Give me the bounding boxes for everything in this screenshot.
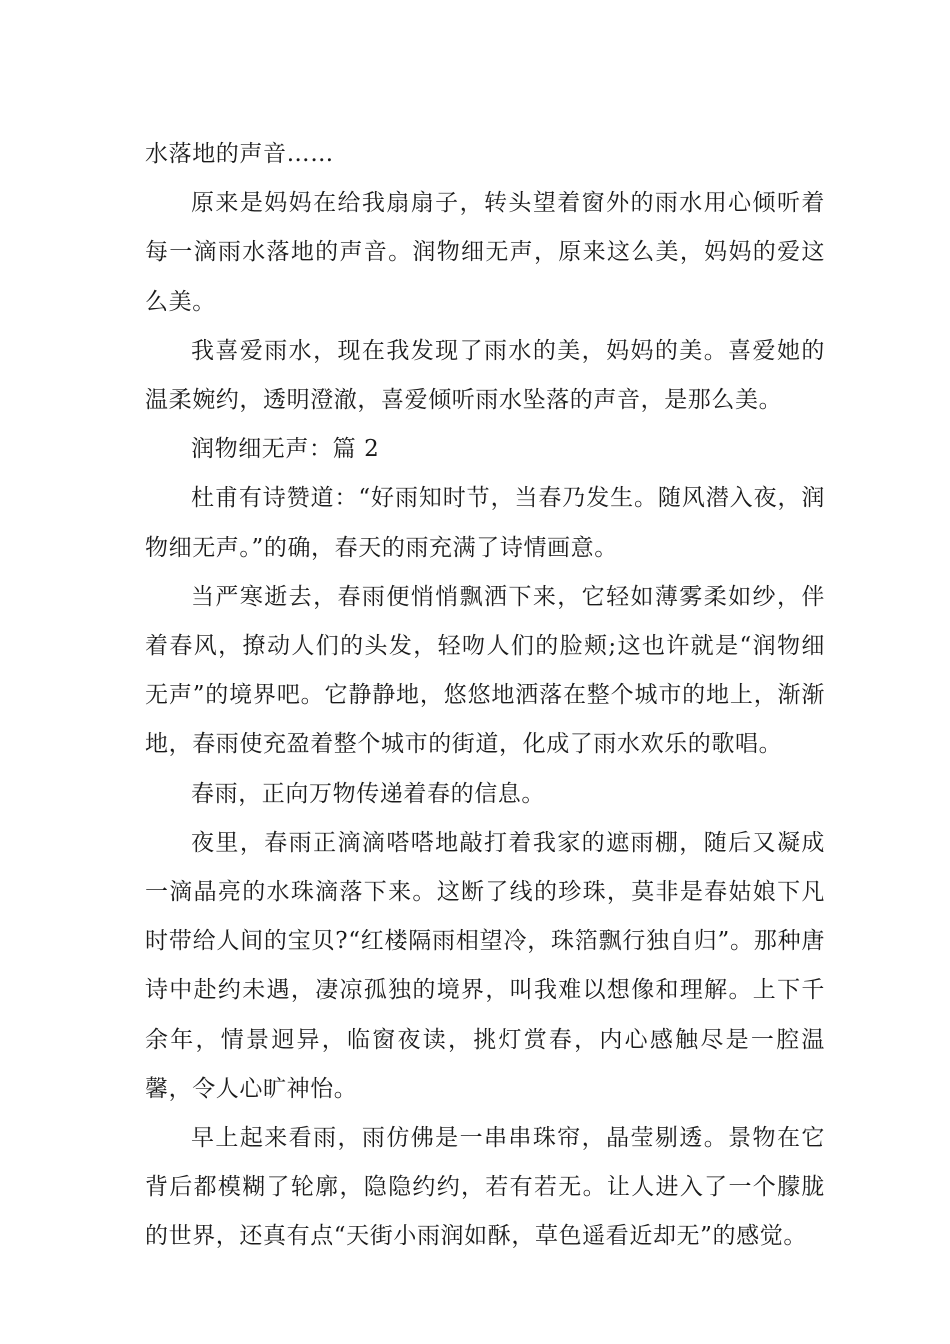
paragraph-continuation: 水落地的声音…… <box>145 141 334 167</box>
paragraph: 夜里，春雨正滴滴嗒嗒地敲打着我家的遮雨棚，随后又凝成一滴晶亮的水珠滴落下来。这断了线的珍珠，莫非是春姑娘下凡时带给人间的宝贝?“红楼隔雨相望冷，珠箔飘行独自归”。那种唐诗中赴约未遇，凄凉孤独的境界，叫我难以想像和理解。上下千余年，情景迥异，临窗夜读，挑灯赏春，内心感触尽是一腔温馨，令人心旷神怡。 <box>145 829 825 1102</box>
paragraph: 当严寒逝去，春雨便悄悄飘洒下来，它轻如薄雾柔如纱，伴着春风，撩动人们的头发，轻吻人们的脸颊;这也许就是“润物细无声”的境界吧。它静静地，悠悠地洒落在整个城市的地上，渐渐地，春雨使充盈着整个城市的街道，化成了雨水欢乐的歌唱。 <box>145 583 825 758</box>
paragraph: 原来是妈妈在给我扇扇子，转头望着窗外的雨水用心倾听着每一滴雨水落地的声音。润物细无声，原来这么美，妈妈的爱这么美。 <box>145 190 825 315</box>
section-heading: 润物细无声：篇 2 <box>191 436 380 463</box>
paragraph: 春雨，正向万物传递着春的信息。 <box>191 780 545 807</box>
document-body <box>145 130 825 1262</box>
paragraph: 我喜爱雨水，现在我发现了雨水的美，妈妈的美。喜爱她的温柔婉约，透明澄澈，喜爱倾听雨水坠落的声音，是那么美。 <box>145 337 825 414</box>
paragraph: 早上起来看雨，雨仿佛是一串串珠帘，晶莹剔透。景物在它背后都模糊了轮廓，隐隐约约，若有若无。让人进入了一个朦胧的世界，还真有点“天街小雨润如酥，草色遥看近却无”的感觉。 <box>145 1125 825 1250</box>
paragraph: 杜甫有诗赞道：“好雨知时节，当春乃发生。随风潜入夜，润物细无声。”的确，春天的雨充满了诗情画意。 <box>145 485 825 561</box>
